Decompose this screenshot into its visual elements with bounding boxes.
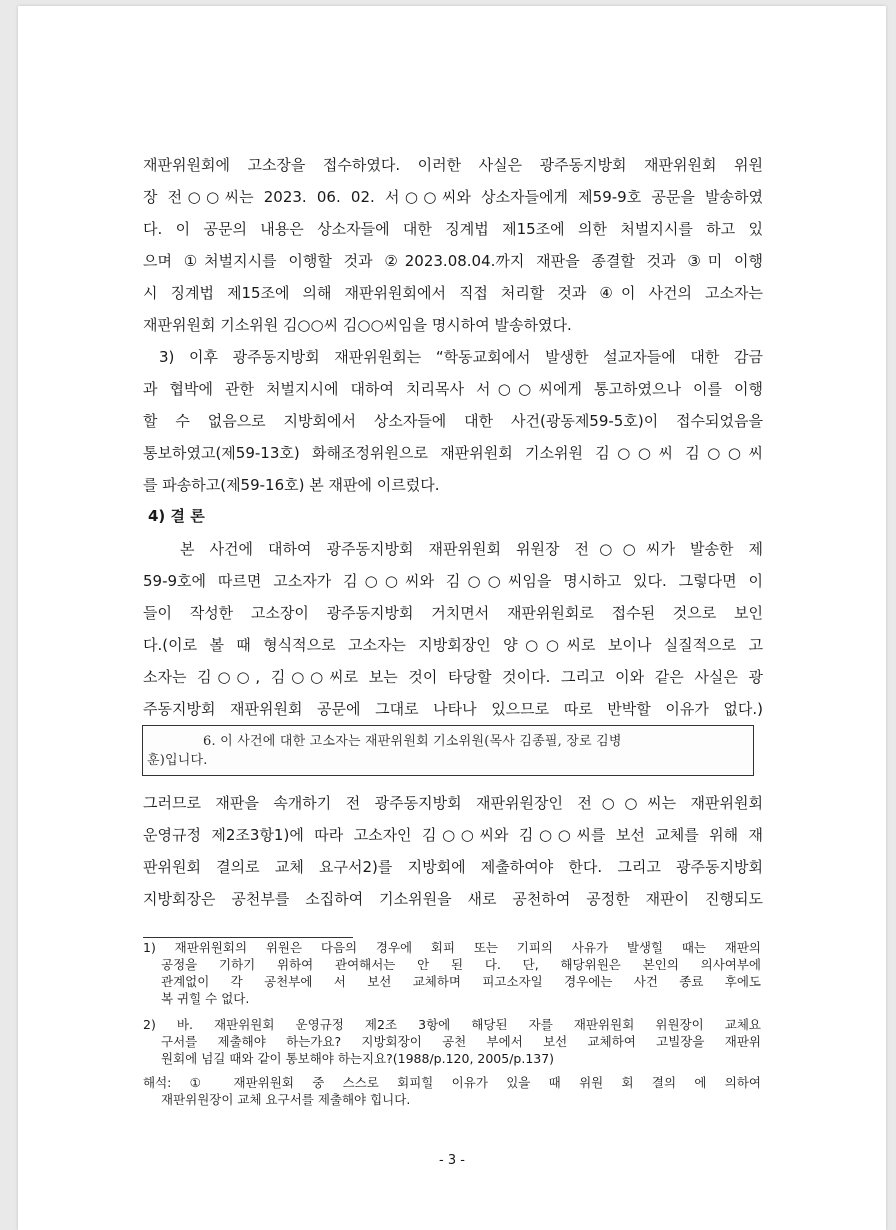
body-line: 59-9호에 따르면 고소자가 김○○씨와 김○○씨임을 명시하고 있다. 그렇다면 이	[143, 572, 763, 590]
body-line: 다.(이로 볼 때 형식적으로 고소자는 지방회장인 양○○씨로 보이나 실질적으로 고	[143, 636, 763, 654]
body-line: 주동지방회 재판위원회 공문에 그대로 나타나 있으므로 따로 반박할 이유가 없다.)	[143, 700, 763, 718]
body-line: 들이 작성한 고소장이 광주동지방회 거치면서 재판위원회로 접수된 것으로 보인	[143, 604, 763, 622]
footnote-line: 복 귀힐 수 없다.	[161, 991, 250, 1006]
body-line: 지방회장은 공천부를 소집하여 기소위원을 새로 공천하여 공정한 재판이 진행되도	[143, 890, 763, 908]
footnote-line: 재판위원장이 교체 요구서를 제출해야 힙니다.	[161, 1092, 411, 1107]
body-line: 3) 이후 광주동지방회 재판위원회는 “학동교회에서 발생한 설교자들에 대한 감금	[159, 348, 763, 366]
body-line: 판위원회 결의로 교체 요구서2)를 지방회에 제출하여야 한다. 그리고 광주동지방회	[143, 858, 763, 876]
footnote-line: 구서를 제출해야 하는가요? 지방회장이 공천 부에서 보선 교체하여 고빌장을 재판위	[161, 1034, 761, 1049]
footnote-line: 해석: ① 재판위원회 중 스스로 회피힐 이유가 있을 때 위원 회 결의 에 의하여	[143, 1075, 761, 1090]
body-line: 를 파송하고(제59-16호) 본 재판에 이르렀다.	[143, 476, 440, 494]
body-line: 으며 ①처벌지시를 이행할 것과 ②2023.08.04.까지 재판을 종결할 것과 ③미 이행	[143, 252, 763, 270]
body-line: 소자는 김○○, 김○○씨로 보는 것이 타당할 것이다. 그리고 이와 같은 사실은 광	[143, 668, 763, 686]
body-line: 그러므로 재판을 속개하기 전 광주동지방회 재판위원장인 전○○씨는 재판위원회	[143, 794, 763, 812]
footnote-line: 공정을 기하기 위하여 관여해서는 안 된 다. 단, 해당위원은 본인의 의사여부에	[161, 957, 761, 972]
footnote-line: 2) 바. 재판위원회 운영규정 제2조 3항에 해당된 자를 재판위원회 위원장이 교체요	[143, 1017, 761, 1032]
body-line: 본 사건에 대하여 광주동지방회 재판위원회 위원장 전○○씨가 발송한 제	[180, 540, 763, 558]
quoted-excerpt-box	[142, 725, 754, 776]
quoted-excerpt-line: 6. 이 사건에 대한 고소자는 재판위원회 기소위원(목사 김종필, 장로 김병	[203, 734, 622, 749]
body-line: 재판위원회에 고소장을 접수하였다. 이러한 사실은 광주동지방회 재판위원회 위원	[143, 156, 763, 174]
body-line: 할 수 없음으로 지방회에서 상소자들에 대한 사건(광동제59-5호)이 접수되었음을	[143, 412, 763, 430]
body-line: 재판위원회 기소위원 김○○씨 김○○씨임을 명시하여 발송하였다.	[143, 316, 572, 334]
body-line: 시 징계법 제15조에 의해 재판위원회에서 직접 처리할 것과 ④이 사건의 고소자는	[143, 284, 763, 302]
body-line: 다. 이 공문의 내용은 상소자들에 대한 징계법 제15조에 의한 처벌지시를 하고 있	[143, 220, 763, 238]
page-number: - 3 -	[439, 1153, 465, 1168]
quoted-excerpt-line: 훈)입니다.	[147, 753, 208, 768]
body-line: 과 협박에 관한 처벌지시에 대하여 치리목사 서○○씨에게 통고하였으나 이를 이행	[143, 380, 763, 398]
footnote-line: 원회에 넘길 때와 같이 통보해야 하는지요?(1988/p.120, 2005/p.137)	[161, 1051, 555, 1066]
document-page	[18, 6, 886, 1230]
footnote-line: 1) 재판위원회의 위원은 다음의 경우에 회피 또는 기피의 사유가 발생힐 때는 재판의	[143, 940, 761, 955]
body-line: 장 전○○씨는 2023. 06. 02. 서○○씨와 상소자들에게 제59-9호 공문을 발송하였	[143, 188, 763, 206]
footnote-line: 관계없이 각 공천부에 서 보선 교체하며 피고소자일 경우에는 사건 종료 후에도	[161, 974, 761, 989]
body-line: 통보하였고(제59-13호) 화해조정위원으로 재판위원회 기소위원 김○○씨 김○○씨	[143, 444, 763, 462]
body-line: 운영규정 제2조3항1)에 따라 고소자인 김○○씨와 김○○씨를 보선 교체를 위해 재	[143, 826, 763, 844]
section-heading: 4) 결 론	[148, 507, 205, 525]
footnote-separator	[143, 937, 353, 938]
